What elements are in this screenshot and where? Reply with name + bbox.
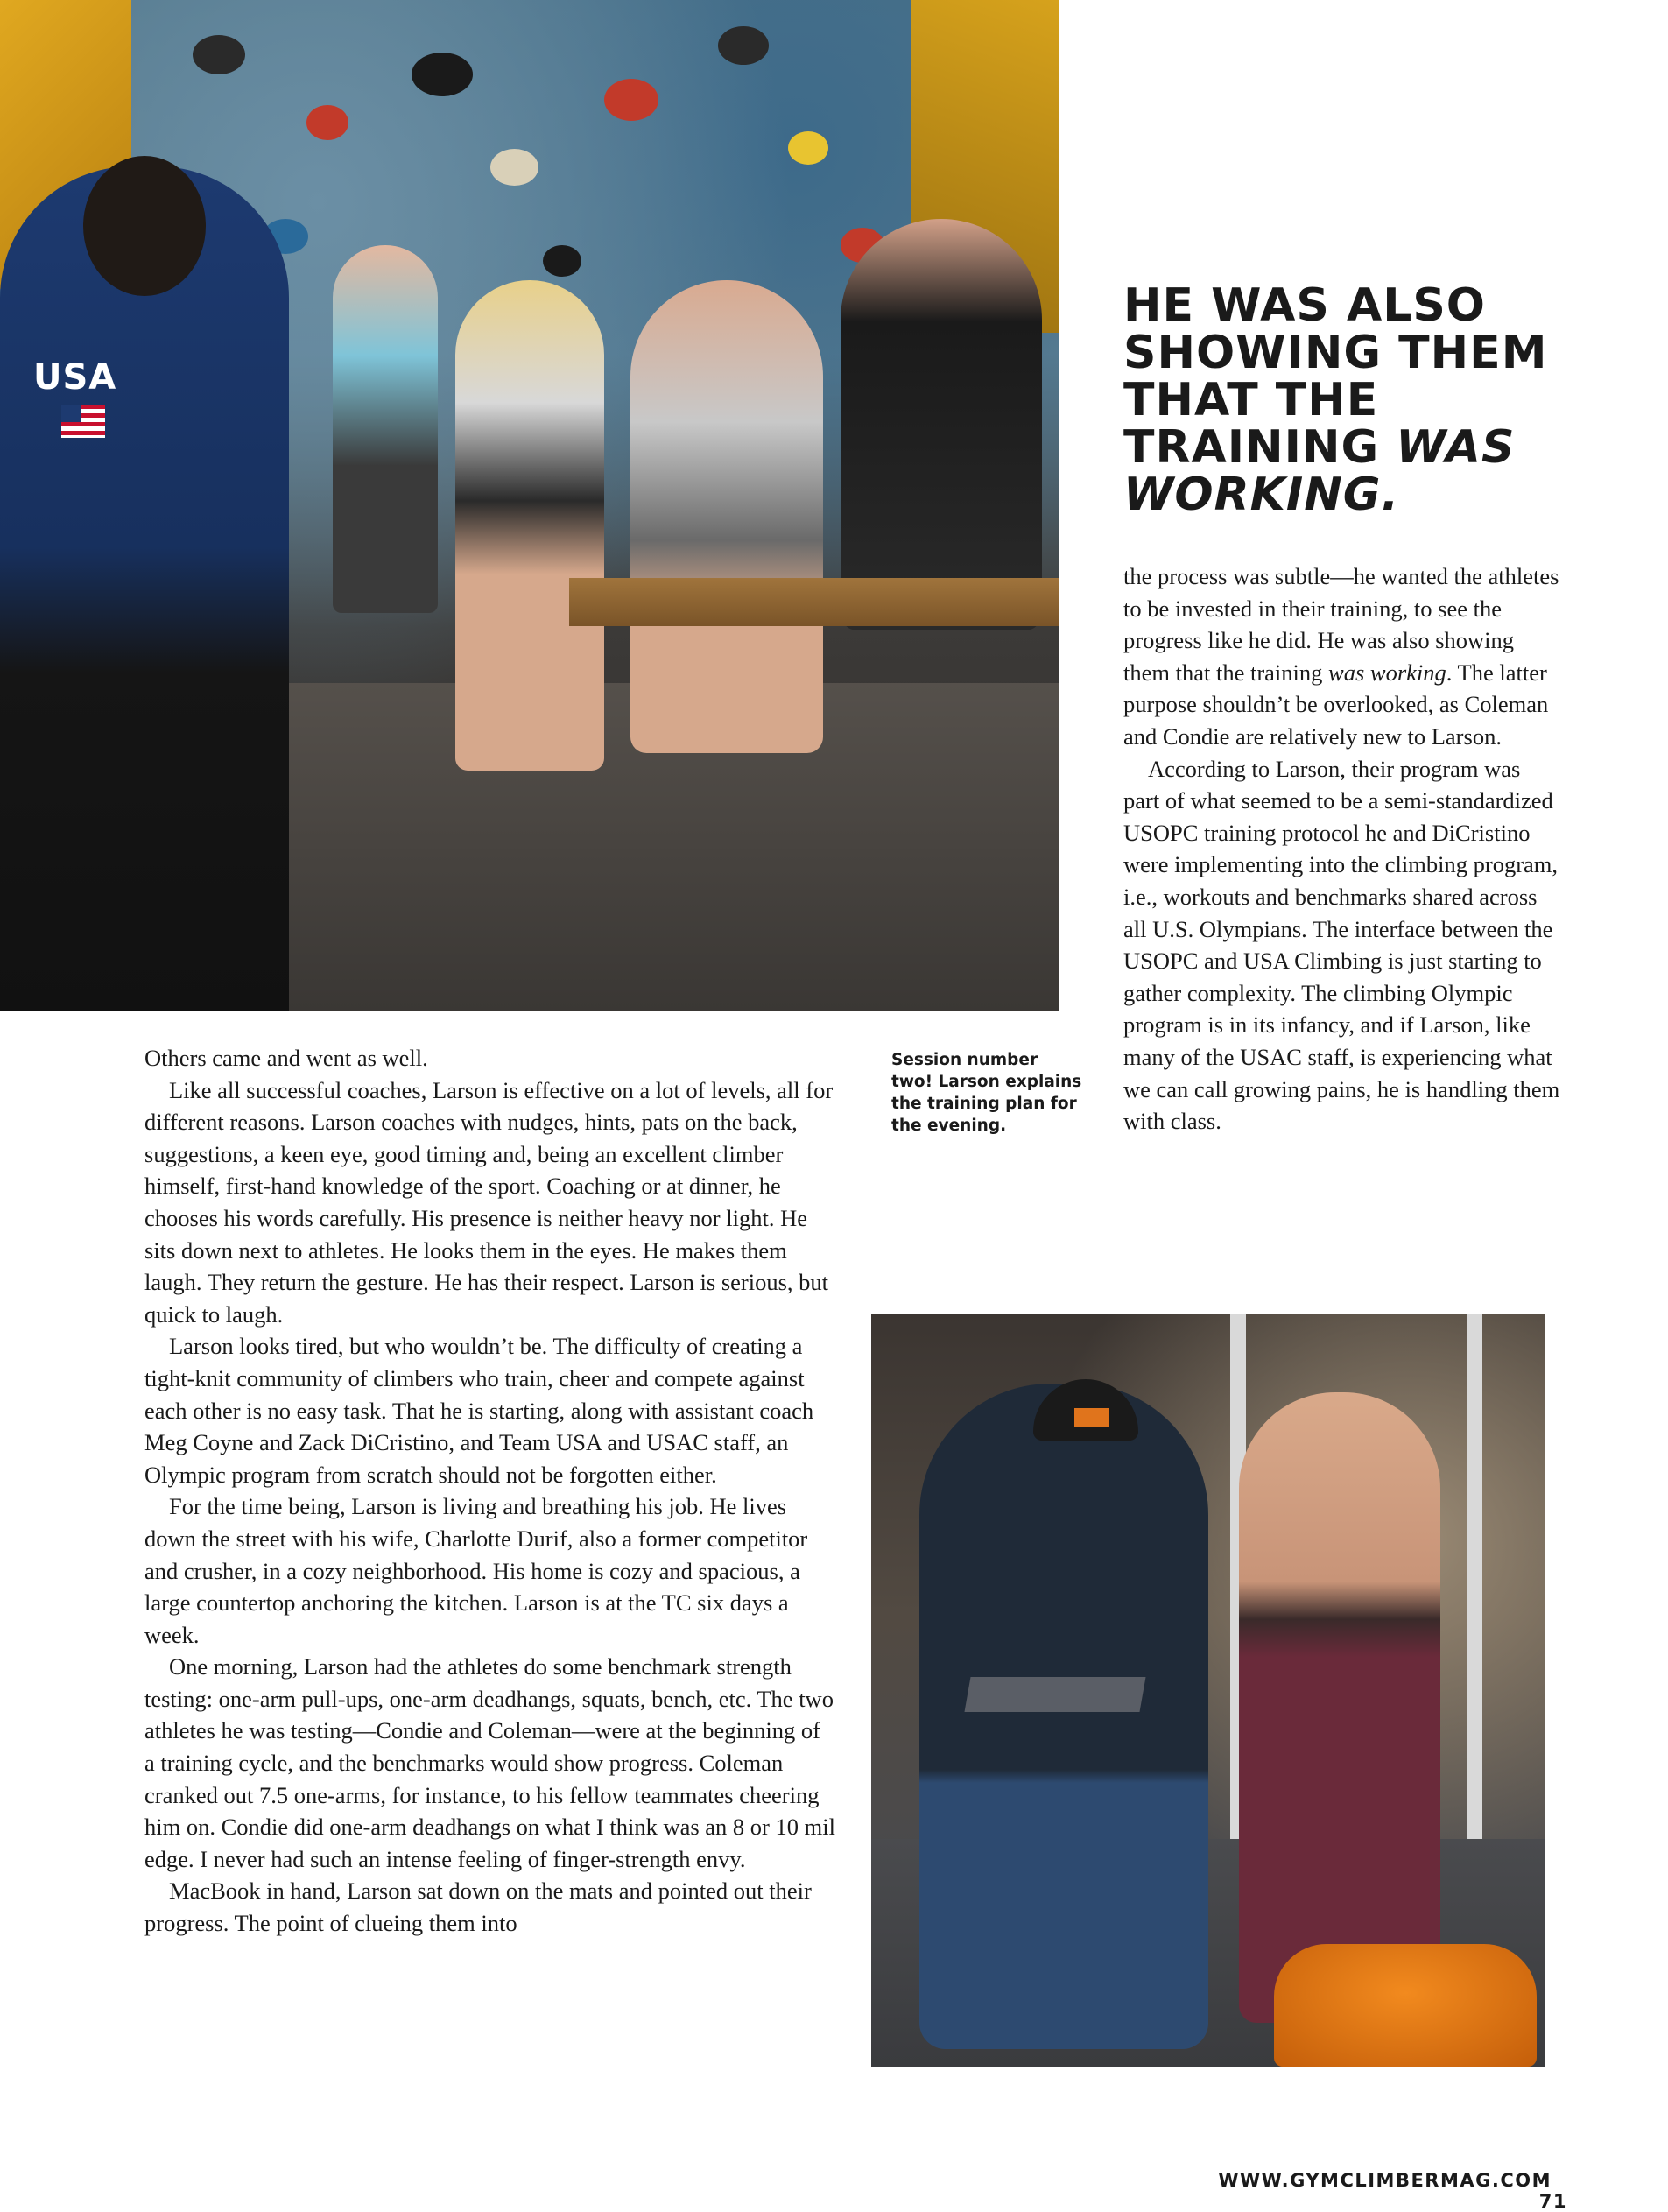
paragraph: Larson looks tired, but who wouldn’t be. The difficulty of creating a tight-knit community of climbers who train, cheer and compete against each other is no easy task. That he is starting, along with assistant coach Meg Coyne and Zack DiCristino, and Team USA and USAC staff, an Olympic program from scratch should not be forgotten either. — [144, 1333, 814, 1488]
text-run: the process was subtle—he wanted the athletes to be invested in their training, to see the progress like he did. He was also showing them that the training — [1123, 563, 1559, 686]
climbing-hold — [490, 149, 538, 186]
wooden-bench — [569, 578, 1059, 626]
page-number: 71 — [1538, 2191, 1567, 2212]
page-footer — [1200, 2170, 1567, 2212]
body-column-left — [144, 1042, 836, 1940]
orange-bag — [1274, 1944, 1537, 2067]
paragraph: MacBook in hand, Larson sat down on the mats and pointed out their progress. The point of clueing them into — [144, 1877, 812, 1937]
paragraph: Others came and went as well. — [144, 1045, 428, 1071]
text-run: . The latter purpose shouldn’t be overlooked, as Coleman and Condie are relatively new to Larson. — [1123, 659, 1549, 750]
shirt-usa-text: USA — [33, 357, 117, 398]
climbing-hold — [412, 53, 473, 96]
athlete-figure — [1239, 1392, 1440, 2023]
photo-coach-briefing-athletes — [0, 0, 1059, 1011]
photo-caption: Session number two! Larson explains the training plan for the evening. — [891, 1051, 1082, 1135]
coach-head — [83, 156, 206, 296]
climbing-hold — [788, 131, 828, 165]
paragraph: For the time being, Larson is living and breathing his job. He lives down the street with his wife, Charlotte Durif, also a former competitor and crusher, in a cozy neighborhood. His home is cozy and spacious, a large countertop anchoring the kitchen. Larson is at the TC six days a week. — [144, 1493, 808, 1648]
pull-quote — [1123, 279, 1561, 521]
paragraph — [1123, 560, 1561, 753]
emphasis-text: was working — [1328, 659, 1446, 686]
athlete — [630, 280, 823, 753]
climbing-hold — [604, 79, 658, 121]
climbing-hold — [306, 105, 348, 140]
athlete — [841, 219, 1042, 630]
climbing-hold — [543, 245, 581, 277]
paragraph: Like all successful coaches, Larson is effective on a lot of levels, all for different reasons. Larson coaches with nudges, hints, pats on the back, suggestions, a keen eye, good timing and, being an excellent climber himself, first-hand knowledge of the sport. Coaching or at dinner, he chooses his words carefully. His presence is neither heavy nor light. He sits down next to athletes. He looks them in the eyes. He makes them laugh. They return the gesture. He has their respect. Larson is serious, but quick to laugh. — [144, 1076, 834, 1328]
paragraph: One morning, Larson had the athletes do some benchmark strength testing: one-arm pull-ups, one-arm deadhangs, squats, bench, etc. The two athletes he was testing—Condie and Coleman—were at the beginning of a training cycle, and the benchmarks would show progress. Coleman cranked out 7.5 one-arms, for instance, to his fellow teammates cheering him on. Condie did one-arm deadhangs on what I think was an 8 or 10 mil edge. I never had such an intense feeling of finger-strength envy. — [144, 1653, 835, 1872]
climbing-hold — [718, 26, 769, 65]
footer-url: WWW.GYMCLIMBERMAG.COM — [1218, 2170, 1552, 2191]
athlete — [455, 280, 604, 771]
pull-quote-emphasis: WAS WORKING. — [1123, 421, 1516, 521]
athlete — [333, 245, 438, 613]
laptop — [964, 1677, 1145, 1712]
cap-logo — [1074, 1408, 1109, 1427]
paragraph: According to Larson, their program was part of what seemed to be a semi-standardized USOPC training protocol he and DiCristino were implementing into the climbing program, i.e., workouts and benchmarks shared across all U.S. Olympians. The interface between the USOPC and USA Climbing is just starting to gather complexity. The climbing Olympic program is in its infancy, and if Larson, like many of the USAC staff, is experiencing what we can call growing pains, he is handling them with class. — [1123, 755, 1560, 1135]
pull-quote-main: HE WAS ALSO SHOWING THEM THAT THE TRAINING — [1123, 279, 1548, 474]
us-flag-patch — [61, 405, 105, 438]
body-column-right — [1123, 560, 1561, 1138]
photo-coach-with-athlete-laptop — [871, 1314, 1545, 2067]
climbing-hold — [193, 35, 245, 74]
coach-figure — [919, 1384, 1208, 2049]
